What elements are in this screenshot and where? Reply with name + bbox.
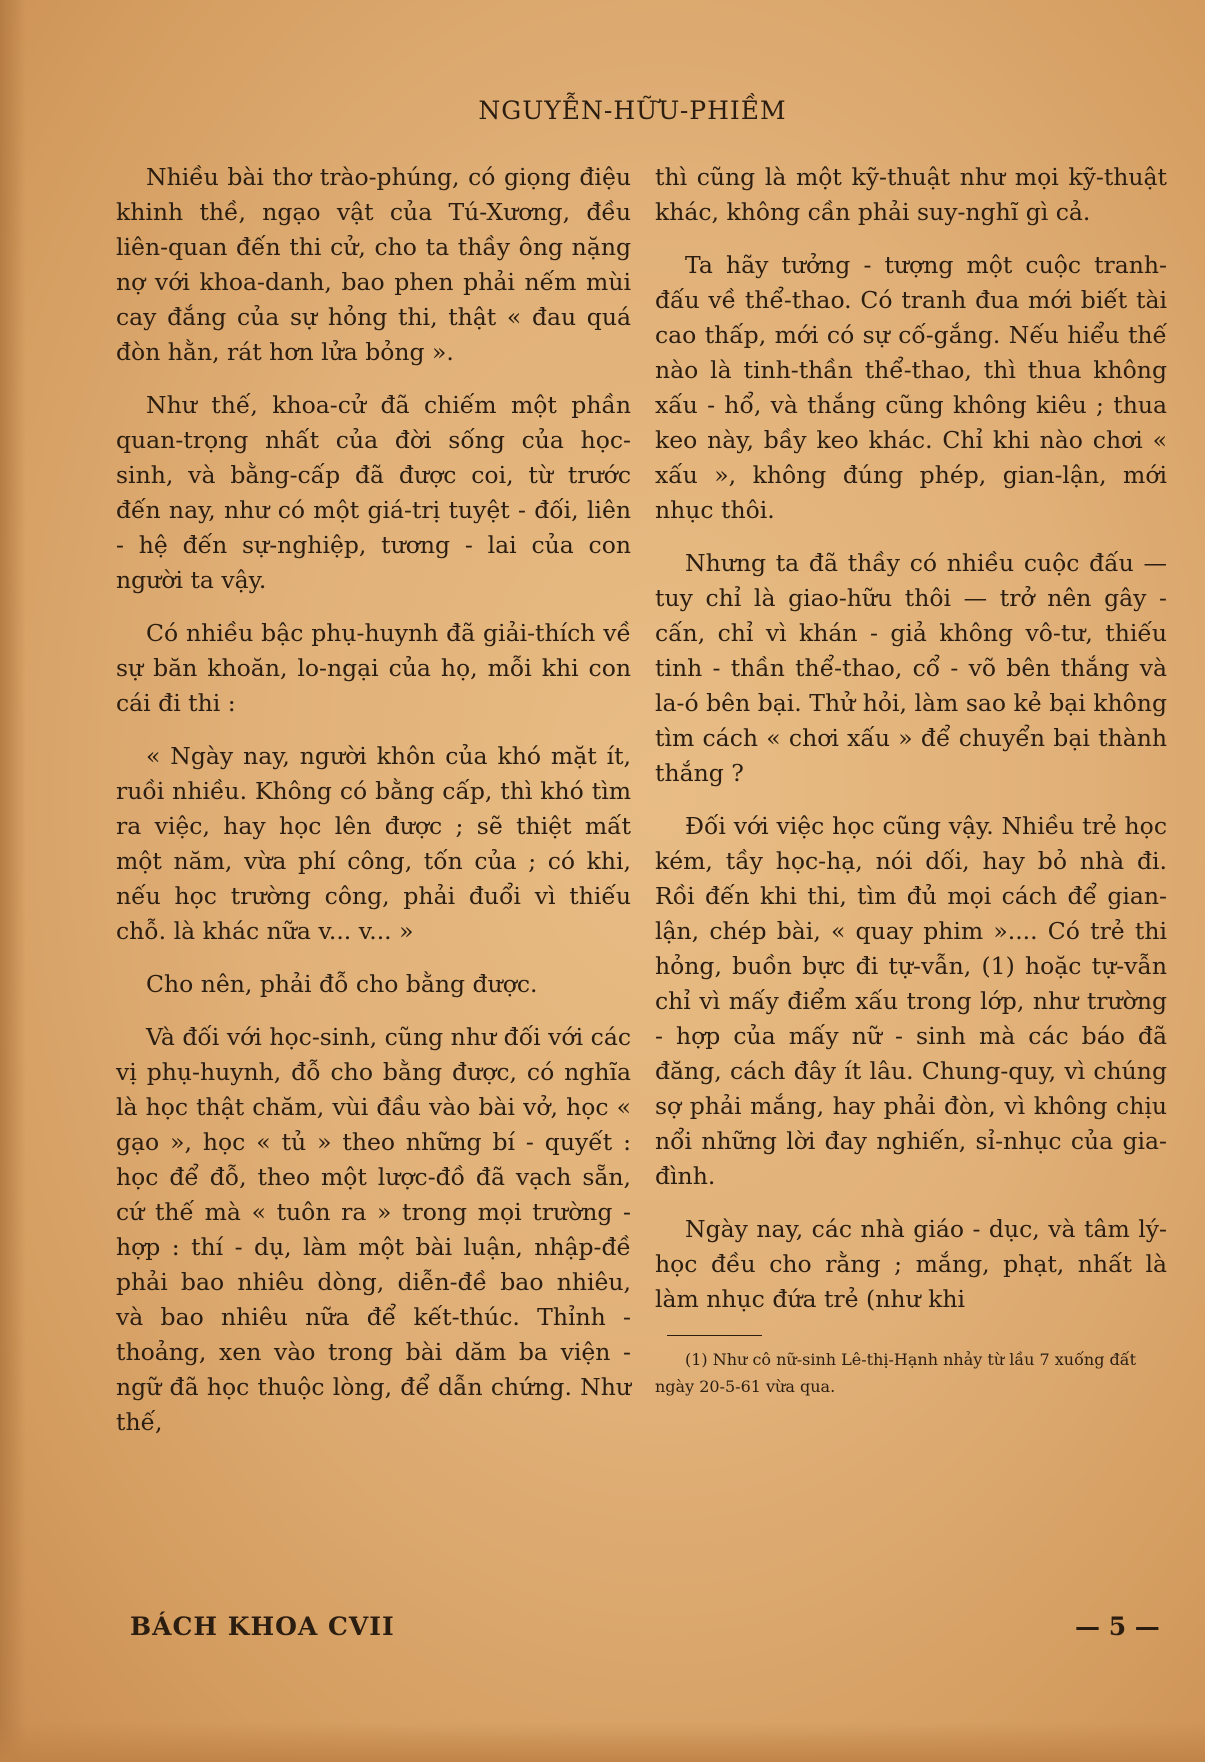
paragraph: Nhiều bài thơ trào-phúng, có giọng điệu khinh thề, ngạo vật của Tú-Xương, đều liên-quan đến thi cử, cho ta thầy ông nặng nợ với khoa-danh, bao phen phải nếm mùi cay đắng của sự hỏng thi, thật « đau quá đòn hằn, rát hơn lửa bỏng ». — [116, 163, 631, 366]
footnote: (1) Như cô nữ-sinh Lê-thị-Hạnh nhảy từ lầu 7 xuống đất ngày 20-5-61 vừa qua. — [655, 1350, 1137, 1396]
publication-footer: BÁCH KHOA CVII — [130, 1612, 395, 1641]
paragraph: Đối với việc học cũng vậy. Nhiều trẻ học kém, tầy học-hạ, nói dối, hay bỏ nhà đi. Rồi đến khi thi, tìm đủ mọi cách để gian-lận, chép bài, « quay phim ».... Có trẻ thi hỏng, buồn bực đi tự-vẫn, (1) hoặc tự-vẫn chỉ vì mấy điểm xấu trong lớp, như trường - hợp của mấy nữ - sinh mà các báo đã đăng, cách đây ít lâu. Chung-quy, vì chúng sợ phải mắng, hay phải đòn, vì không chịu nổi những lời đay nghiến, sỉ-nhục của gia-đình. — [655, 812, 1167, 1190]
page-number: — 5 — — [1075, 1612, 1160, 1641]
paragraph-continued: thì cũng là một kỹ-thuật như mọi kỹ-thuật khác, không cần phải suy-nghĩ gì cả. — [655, 163, 1167, 226]
paragraph: Cho nên, phải đỗ cho bằng được. — [146, 970, 538, 998]
paragraph: Nhưng ta đã thầy có nhiều cuộc đấu — tuy chỉ là giao-hữu thôi — trở nên gây - cấn, chỉ vì khán - giả không vô-tư, thiếu tinh - thần thể-thao, cổ - võ bên thắng và la-ó bên bại. Thử hỏi, làm sao kẻ bại không tìm cách « chơi xấu » để chuyển bại thành thắng ? — [655, 549, 1167, 787]
paragraph: Ngày nay, các nhà giáo - dục, và tâm lý-học đều cho rằng ; mắng, phạt, nhất là làm nhục đứa trẻ (như khi — [655, 1215, 1167, 1313]
paragraph: Ta hãy tưởng - tượng một cuộc tranh-đấu về thể-thao. Có tranh đua mới biết tài cao thấp, mới có sự cố-gắng. Nếu hiểu thế nào là tinh-thần thể-thao, thì thua không xấu - hổ, và thắng cũng không kiêu ; thua keo này, bầy keo khác. Chỉ khi nào chơi « xấu », không đúng phép, gian-lận, mới nhục thôi. — [655, 251, 1167, 524]
footnote-rule — [667, 1335, 762, 1336]
paragraph: Và đối với học-sinh, cũng như đối với các vị phụ-huynh, đỗ cho bằng được, có nghĩa là học thật chăm, vùi đầu vào bài vở, học « gạo », học « tủ » theo những bí - quyết : học để đỗ, theo một lược-đồ đã vạch sẵn, cứ thế mà « tuôn ra » trong mọi trường - hợp : thí - dụ, làm một bài luận, nhập-đề phải bao nhiêu dòng, diễn-đề bao nhiêu, và bao nhiêu nữa để kết-thúc. Thỉnh - thoảng, xen vào trong bài dăm ba viện - ngữ đã học thuộc lòng, để dẫn chứng. Như thế, — [116, 1023, 631, 1436]
page-edge-shadow — [0, 0, 26, 1762]
paragraph: Như thế, khoa-cử đã chiếm một phần quan-trọng nhất của đời sống của học-sinh, và bằng-cấp đã được coi, từ trước đến nay, như có một giá-trị tuyệt - đối, liên - hệ đến sự-nghiệp, tương - lai của con người ta vậy. — [116, 391, 631, 594]
page-bottom-shadow — [0, 1722, 1205, 1762]
paragraph: Có nhiều bậc phụ-huynh đã giải-thích về sự băn khoăn, lo-ngại của họ, mỗi khi con cái đi thi : — [116, 619, 631, 717]
running-head: NGUYỄN-HỮU-PHIỀM — [478, 96, 787, 125]
paragraph-quote: « Ngày nay, người khôn của khó mặt ít, ruồi nhiều. Không có bằng cấp, thì khó tìm ra việc, hay học lên được ; sẽ thiệt mất một năm, vừa phí công, tốn của ; có khi, nếu học trường công, phải đuổi vì thiếu chỗ. là khác nữa v... v... » — [116, 742, 631, 945]
left-column — [116, 160, 631, 1458]
right-column — [655, 160, 1167, 1418]
